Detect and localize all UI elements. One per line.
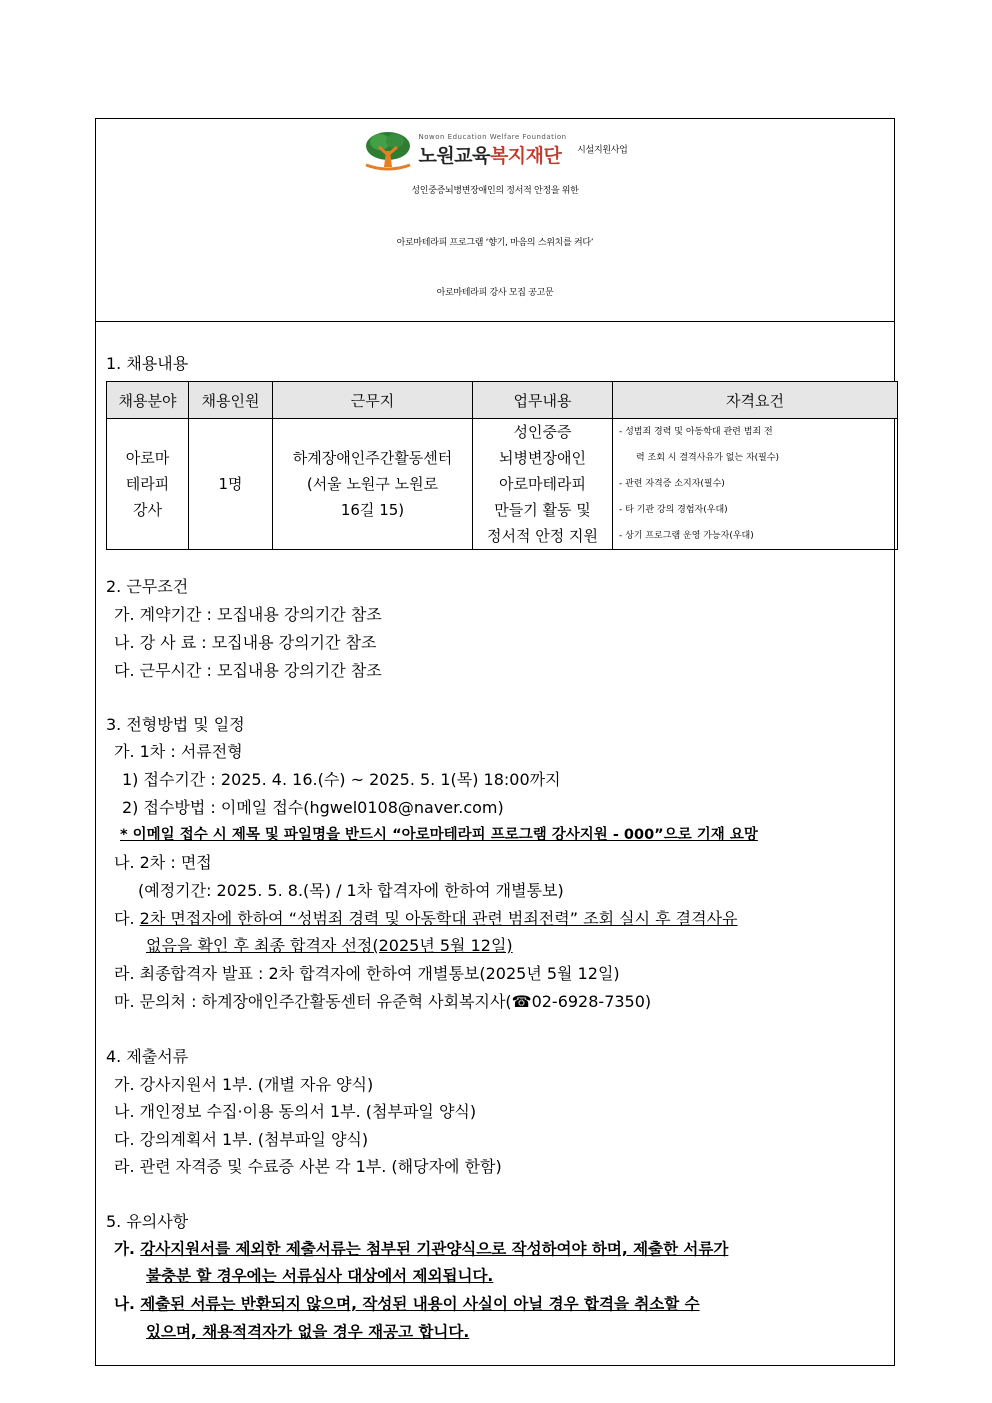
cell-location: 하계장애인주간활동센터 (서울 노원구 노원로 16길 15) bbox=[273, 419, 473, 550]
qual-item: - 성범죄 경력 및 아동학대 관련 범죄 전 bbox=[619, 427, 773, 437]
title-line-3: 아로마테라피 프로그램 ‘향기, 마음의 스위치를 켜다’ bbox=[396, 238, 594, 248]
list-item: 가. 1차 : 서류전형 bbox=[114, 742, 243, 761]
qual-item: - 관련 자격증 소지자(필수) bbox=[619, 479, 725, 489]
qual-item: - 타 기관 강의 경험자(우대) bbox=[619, 505, 728, 515]
notice-frame bbox=[95, 118, 895, 1366]
list-item: 1) 접수기간 : 2025. 4. 16.(수) ~ 2025. 5. 1(목) 18:00까지 bbox=[122, 770, 561, 789]
logo-name: 노원교육복지재단 bbox=[418, 144, 562, 167]
program-type-title: 시설지원사업 bbox=[577, 145, 628, 156]
list-item-continued: 없음을 확인 후 최종 합격자 선정(2025년 5월 12일) bbox=[146, 936, 513, 955]
tree-logo-icon bbox=[362, 129, 414, 171]
col-field: 채용분야 bbox=[107, 382, 189, 419]
list-item: 다. 강의계획서 1부. (첨부파일 양식) bbox=[114, 1130, 369, 1149]
contact-info: 마. 문의처 : 하계장애인주간활동센터 유준혁 사회복지사(☎02-6928-7350) bbox=[114, 992, 652, 1011]
notice-item-continued: 있으며, 채용적격자가 없을 경우 재공고 합니다. bbox=[146, 1323, 470, 1341]
list-item: 나. 강 사 료 : 모집내용 강의기간 참조 bbox=[114, 633, 377, 652]
notice-item-continued: 불충분 할 경우에는 서류심사 대상에서 제외됩니다. bbox=[146, 1267, 494, 1285]
section4-heading: 4. 제출서류 bbox=[106, 1047, 189, 1066]
col-location: 근무지 bbox=[273, 382, 473, 419]
qual-item: - 상기 프로그램 운영 가능자(우대) bbox=[619, 531, 754, 541]
section3-heading: 3. 전형방법 및 일정 bbox=[106, 715, 245, 734]
cell-quals bbox=[613, 419, 898, 550]
list-item: 가. 계약기간 : 모집내용 강의기간 참조 bbox=[114, 605, 382, 624]
email-subject-note: * 이메일 접수 시 제목 및 파일명을 반드시 “아로마테라피 프로그램 강사지원 - 000”으로 기재 요망 bbox=[120, 827, 758, 843]
col-duties: 업무내용 bbox=[473, 382, 613, 419]
qual-item: 력 조회 시 결격사유가 없는 자(필수) bbox=[636, 453, 780, 463]
cell-field: 아로마 테라피 강사 bbox=[107, 419, 189, 550]
cell-count: 1명 bbox=[189, 419, 273, 550]
list-item: 가. 강사지원서 1부. (개별 자유 양식) bbox=[114, 1075, 374, 1094]
list-item: 2) 접수방법 : 이메일 접수(hgwel0108@naver.com) bbox=[122, 798, 504, 817]
cell-duties: 성인중증 뇌병변장애인 아로마테라피 만들기 활동 및 정서적 안정 지원 bbox=[473, 419, 613, 550]
col-quals: 자격요건 bbox=[613, 382, 898, 419]
section5-heading: 5. 유의사항 bbox=[106, 1212, 189, 1231]
list-item: 나. 2차 : 면접 bbox=[114, 853, 212, 872]
foundation-logo bbox=[362, 129, 566, 171]
notice-item: 가. 강사지원서를 제외한 제출서류는 첨부된 기관양식으로 작성하여야 하며, 제출한 서류가 bbox=[114, 1240, 729, 1258]
section1-heading: 1. 채용내용 bbox=[106, 354, 189, 373]
section2-heading: 2. 근무조건 bbox=[106, 577, 189, 596]
list-item: 다. 2차 면접자에 한하여 “성범죄 경력 및 아동학대 관련 범죄전력” 조회 실시 후 결격사유 bbox=[114, 909, 738, 928]
col-count: 채용인원 bbox=[189, 382, 273, 419]
title-line-1 bbox=[96, 129, 894, 171]
job-table bbox=[106, 381, 898, 550]
job-table-header bbox=[107, 382, 898, 419]
list-item: 다. 근무시간 : 모집내용 강의기간 참조 bbox=[114, 661, 382, 680]
list-item: 라. 최종합격자 발표 : 2차 합격자에 한하여 개별통보(2025년 5월 12일) bbox=[114, 964, 620, 983]
logo-subtitle: Nowon Education Welfare Foundation bbox=[418, 132, 567, 141]
notice-header bbox=[96, 119, 894, 322]
list-item: 라. 관련 자격증 및 수료증 사본 각 1부. (해당자에 한함) bbox=[114, 1157, 502, 1176]
notice-title: 아로마테라피 강사 모집 공고문 bbox=[436, 288, 554, 298]
list-item: 나. 개인정보 수집·이용 동의서 1부. (첨부파일 양식) bbox=[114, 1102, 477, 1121]
notice-item: 나. 제출된 서류는 반환되지 않으며, 작성된 내용이 사실이 아닐 경우 합격을 취소할 수 bbox=[114, 1295, 700, 1313]
list-item: (예정기간: 2025. 5. 8.(목) / 1차 합격자에 한하여 개별통보) bbox=[138, 881, 564, 900]
title-line-2: 성인중증뇌병변장애인의 정서적 안정을 위한 bbox=[411, 186, 579, 196]
table-row bbox=[107, 419, 898, 550]
